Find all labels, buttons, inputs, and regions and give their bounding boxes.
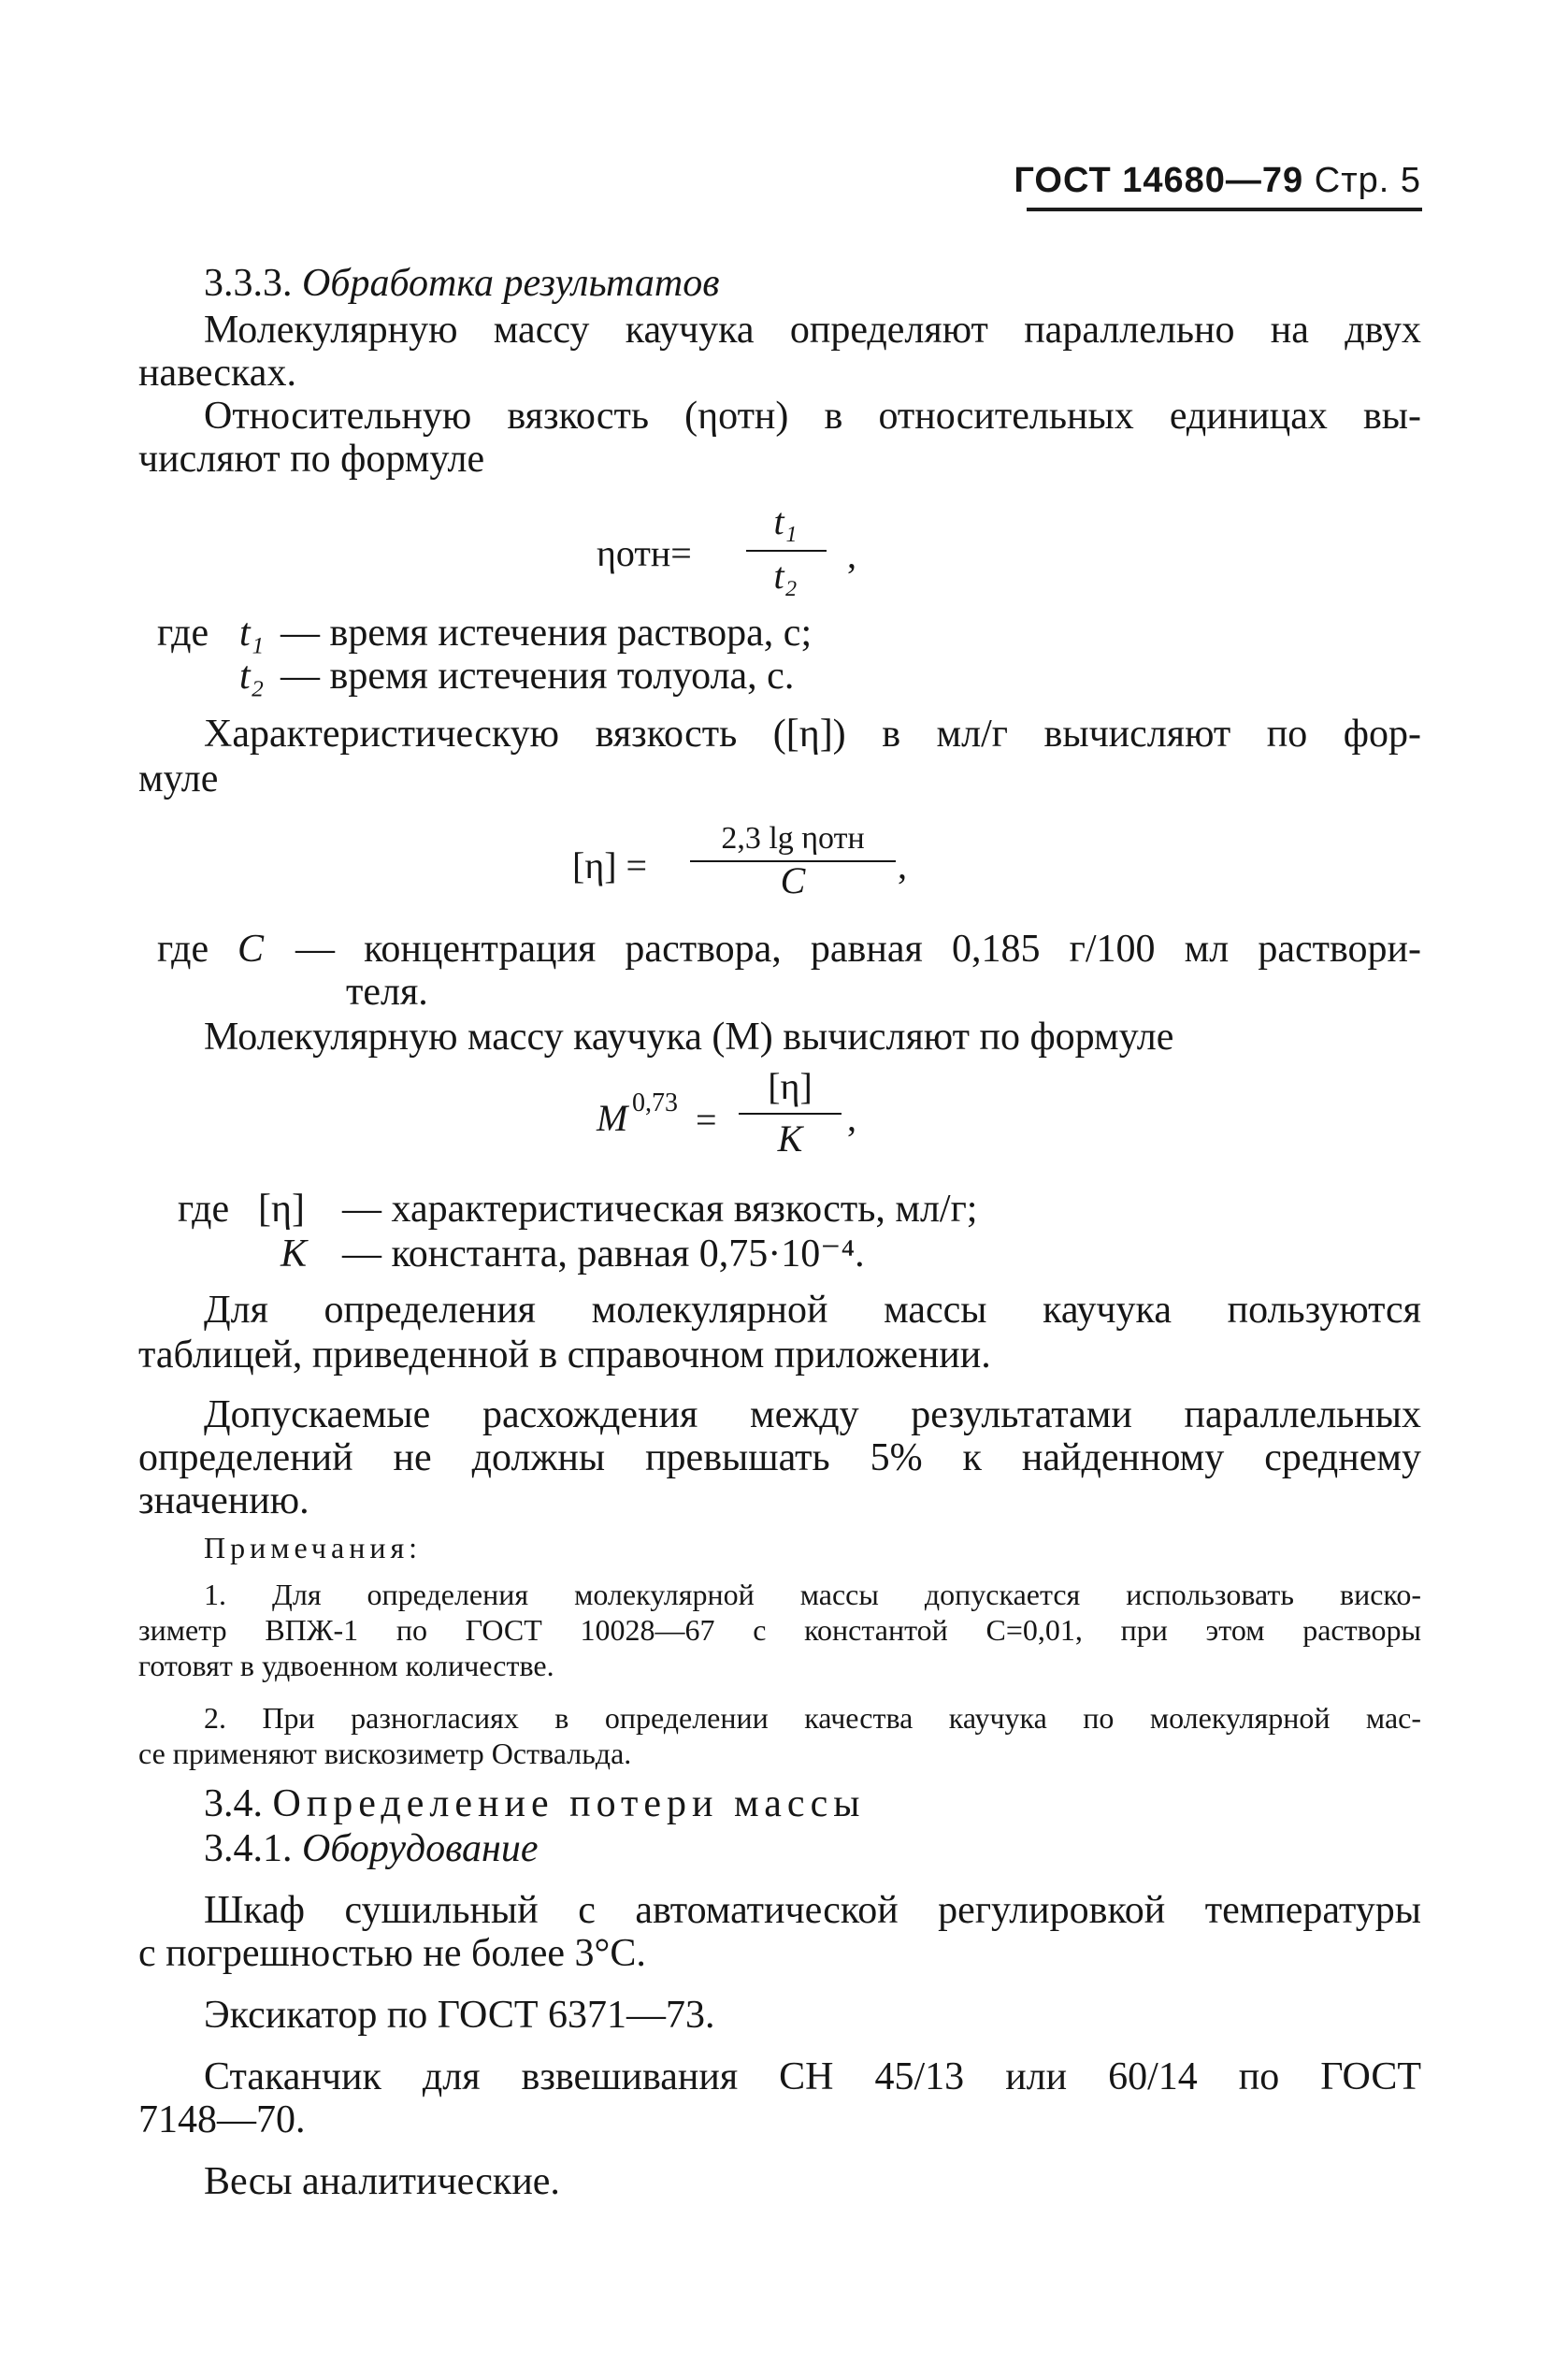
page-header <box>935 161 1421 201</box>
paragraph-line: навесках. <box>138 352 296 395</box>
where-label: где <box>178 1188 230 1231</box>
section-title: Определение потери массы <box>272 1782 866 1825</box>
note-line: се применяют вискозиметр Оствальда. <box>138 1737 632 1770</box>
formula-equals: = <box>696 1099 717 1141</box>
where-label: где <box>157 612 209 655</box>
formula-comma: , <box>847 534 856 576</box>
formula-denominator: t₂ <box>773 555 798 597</box>
paragraph-line: определений не должны превышать 5% к найденному среднему <box>138 1436 1421 1479</box>
section-heading-3-4 <box>204 1780 865 1827</box>
definition-eta: — характеристическая вязкость, мл/г; <box>342 1188 978 1231</box>
notes-heading: Примечания: <box>204 1531 423 1564</box>
formula-denominator: K <box>777 1117 803 1160</box>
formula-lhs-exponent: 0,73 <box>632 1088 678 1117</box>
formula-denominator: C <box>780 859 806 901</box>
definition-k: — константа, равная 0,75·10⁻⁴. <box>342 1232 865 1276</box>
paragraph-line: Весы аналитические. <box>204 2160 560 2203</box>
definition-t1: — время истечения раствора, с; <box>281 612 813 655</box>
formula-lhs: [η] = <box>572 844 648 886</box>
note-line: 1. Для определения молекулярной массы допускается использовать виско- <box>204 1578 1421 1611</box>
fraction-bar <box>739 1113 842 1115</box>
formula-lhs: ηотн= <box>597 532 692 574</box>
fraction-bar <box>746 550 827 552</box>
paragraph-line: Допускаемые расхождения между результатами параллельных <box>204 1393 1421 1436</box>
section-number: 3.4.1. <box>204 1827 293 1870</box>
section-heading-3-4-1 <box>204 1825 539 1872</box>
paragraph-line: Молекулярную массу каучука определяют параллельно на двух <box>204 309 1421 352</box>
formula-comma: , <box>847 1097 856 1139</box>
standard-number: ГОСТ 14680—79 <box>1014 161 1304 200</box>
paragraph-line: 7148—70. <box>138 2098 306 2141</box>
note-line: зиметр ВПЖ-1 по ГОСТ 10028—67 с константой C=0,01, при этом растворы <box>138 1613 1421 1647</box>
paragraph-line: Характеристическую вязкость ([η]) в мл/г вычисляют по фор- <box>204 713 1421 756</box>
page-number: Стр. 5 <box>1314 161 1421 200</box>
symbol-c: C <box>237 928 265 971</box>
formula-comma: , <box>898 844 907 886</box>
formula-numerator: 2,3 lg ηотн <box>721 821 865 856</box>
paragraph-line: Для определения молекулярной массы каучука пользуются <box>204 1289 1421 1332</box>
formula-lhs-base: M <box>597 1097 628 1139</box>
section-number: 3.4. <box>204 1782 263 1825</box>
symbol-t1: t₁ <box>239 612 265 655</box>
formula-numerator: t₁ <box>773 500 798 542</box>
paragraph-line: Молекулярную массу каучука (M) вычисляют по формуле <box>204 1016 1174 1059</box>
paragraph-line: таблицей, приведенной в справочном приложении. <box>138 1333 991 1377</box>
note-line: готовят в удвоенном количестве. <box>138 1649 554 1682</box>
paragraph-line: Шкаф сушильный с автоматической регулировкой температуры <box>204 1889 1421 1932</box>
section-heading-3-3-3 <box>204 260 719 307</box>
section-number: 3.3.3. <box>204 262 293 305</box>
paragraph-line: Эксикатор по ГОСТ 6371—73. <box>204 1994 715 2037</box>
definition-t2: — время истечения толуола, с. <box>281 655 795 698</box>
symbol-t2: t₂ <box>239 655 265 698</box>
definition-c: — концентрация раствора, равная 0,185 г/100 мл раствори- <box>295 928 1421 971</box>
formula-numerator: [η] <box>768 1065 813 1107</box>
paragraph-line: значению. <box>138 1479 309 1522</box>
where-label: где <box>157 928 209 971</box>
paragraph-line: муле <box>138 757 219 800</box>
section-title: Обработка результатов <box>302 262 720 305</box>
symbol-eta: [η] <box>258 1188 305 1231</box>
symbol-k: K <box>281 1232 308 1276</box>
paragraph-line: с погрешностью не более 3°C. <box>138 1932 646 1975</box>
definition-c-continued: теля. <box>346 971 428 1014</box>
header-rule <box>1027 208 1422 211</box>
paragraph-line: числяют по формуле <box>138 438 485 481</box>
paragraph-line: Стаканчик для взвешивания СН 45/13 или 60/14 по ГОСТ <box>204 2055 1421 2098</box>
note-line: 2. При разногласиях в определении качества каучука по молекулярной мас- <box>204 1701 1421 1735</box>
section-title: Оборудование <box>302 1827 539 1870</box>
paragraph-line: Относительную вязкость (ηотн) в относительных единицах вы- <box>204 395 1421 438</box>
